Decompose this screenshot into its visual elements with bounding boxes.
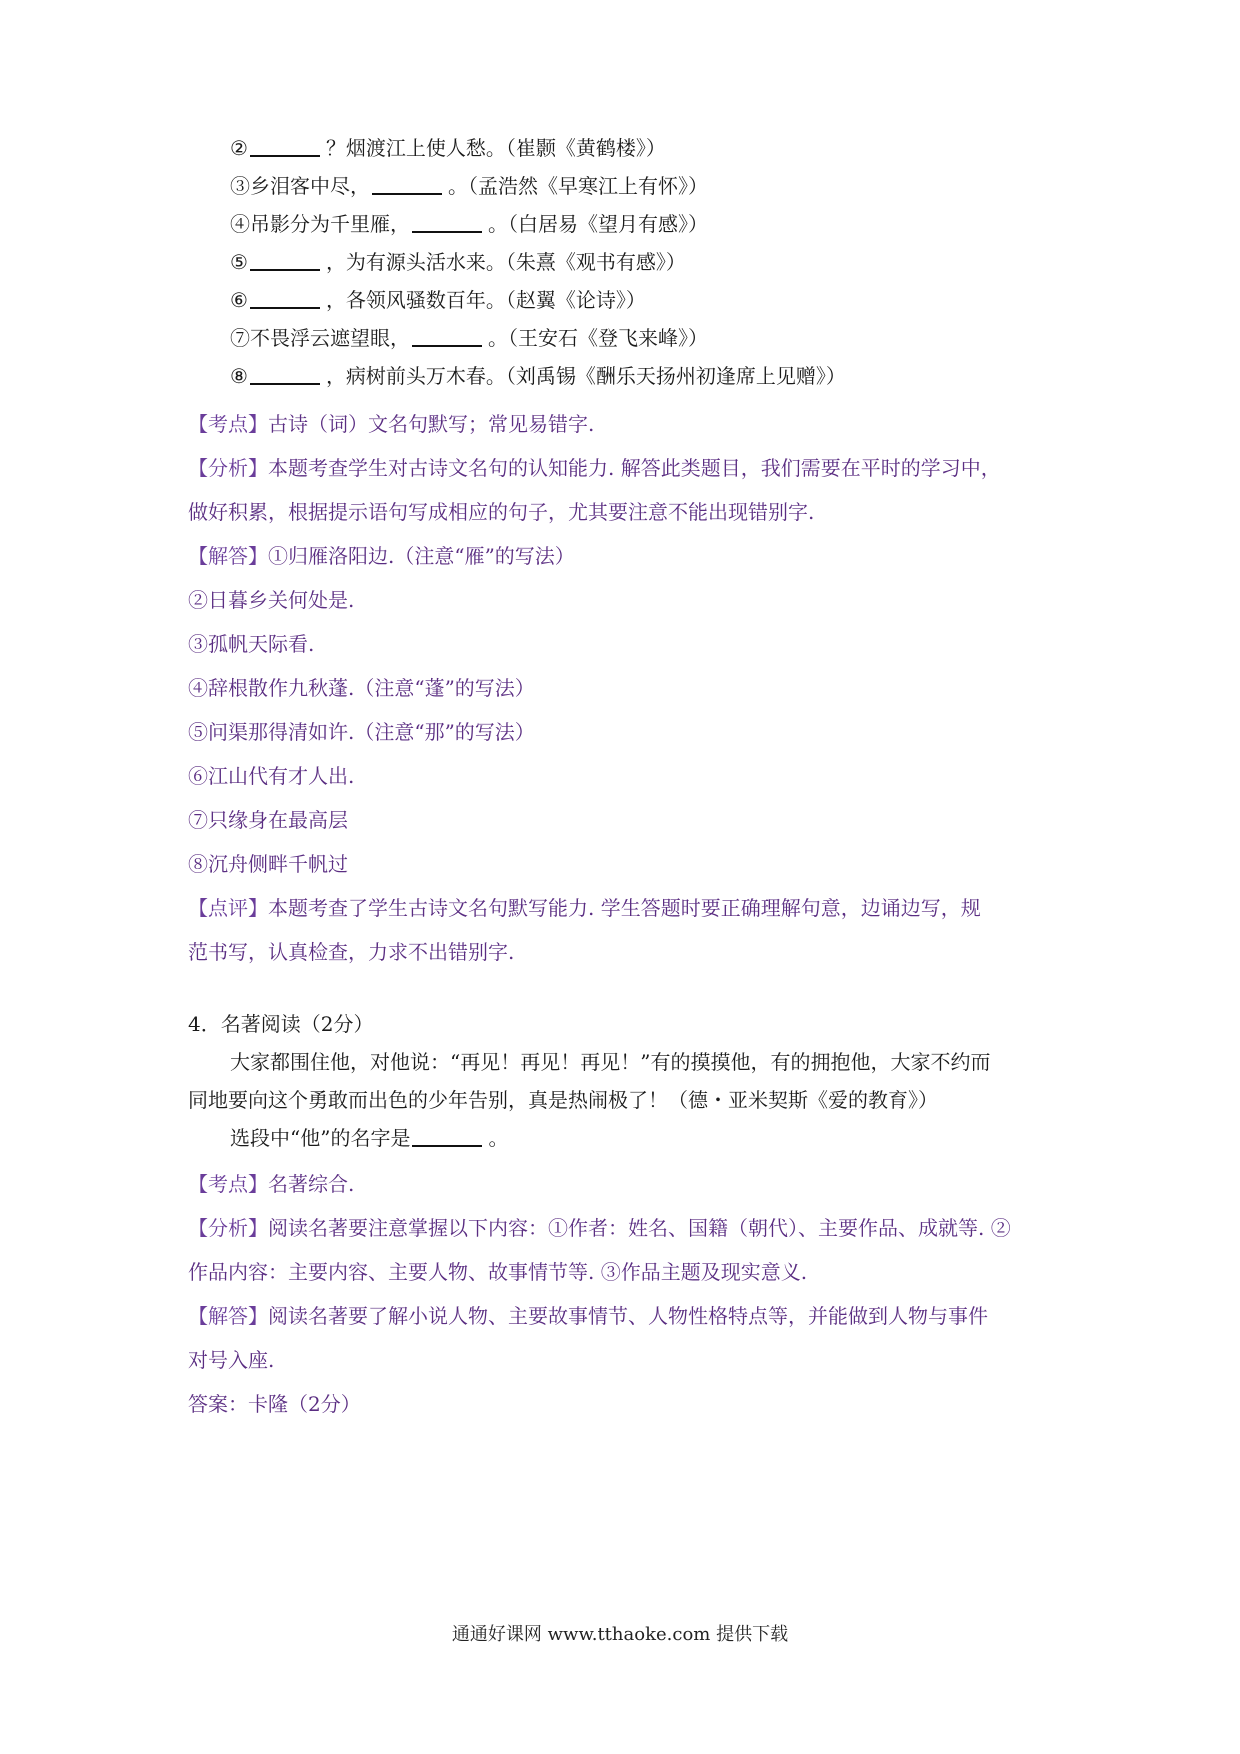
answer-blank bbox=[412, 325, 482, 347]
dianping-1-line-2: 范书写，认真检查，力求不出错别字. bbox=[188, 940, 515, 964]
q4-para-line-2: 同地要向这个勇敢而出色的少年告别，真是热闹极了！（德・亚米契斯《爱的教育》） bbox=[188, 1088, 938, 1112]
answer-line: 答案：卡隆（2分） bbox=[188, 1392, 361, 1416]
jieda-1-item: ⑤问渠那得清如许.（注意“那”的写法） bbox=[188, 720, 535, 744]
jieda-1-line-1: 【解答】①归雁洛阳边.（注意“雁”的写法） bbox=[188, 544, 575, 568]
q3-line-5: ⑤ ，为有源头活水来。（朱熹《观书有感》） bbox=[230, 250, 686, 274]
q4-para-line-1: 大家都围住他，对他说：“再见！再见！再见！”有的摸摸他，有的拥抱他，大家不约而 bbox=[230, 1050, 991, 1074]
jieda-1-item: ④辞根散作九秋蓬.（注意“蓬”的写法） bbox=[188, 676, 535, 700]
q3-line-2: ② ？烟渡江上使人愁。（崔颢《黄鹤楼》） bbox=[230, 136, 666, 160]
answer-blank bbox=[412, 211, 482, 233]
fenxi-2-line-2: 作品内容：主要内容、主要人物、故事情节等. ③作品主题及现实意义. bbox=[188, 1260, 808, 1284]
fenxi-2-line-1: 【分析】阅读名著要注意掌握以下内容：①作者：姓名、国籍（朝代）、主要作品、成就等. ② bbox=[188, 1216, 1011, 1240]
answer-blank bbox=[412, 1125, 482, 1147]
answer-blank bbox=[372, 173, 442, 195]
jieda-1-item: ②日暮乡关何处是. bbox=[188, 588, 355, 612]
fenxi-1-line-1: 【分析】本题考查学生对古诗文名句的认知能力. 解答此类题目，我们需要在平时的学习中， bbox=[188, 456, 1001, 480]
page-footer: 通通好课网 www.tthaoke.com 提供下载 bbox=[451, 1624, 789, 1645]
q3-line-6: ⑥ ，各领风骚数百年。（赵翼《论诗》） bbox=[230, 288, 646, 312]
jieda-2-line-1: 【解答】阅读名著要了解小说人物、主要故事情节、人物性格特点等，并能做到人物与事件 bbox=[188, 1304, 988, 1328]
kaodian-1: 【考点】古诗（词）文名句默写；常见易错字. bbox=[188, 412, 595, 436]
q3-line-4: ④吊影分为千里雁， 。（白居易《望月有感》） bbox=[230, 212, 708, 236]
answer-blank bbox=[250, 135, 320, 157]
jieda-1-item: ⑦只缘身在最高层 bbox=[188, 808, 348, 832]
jieda-1-item: ③孤帆天际看. bbox=[188, 632, 315, 656]
jieda-1-item: ⑥江山代有才人出. bbox=[188, 764, 355, 788]
kaodian-2: 【考点】名著综合. bbox=[188, 1172, 355, 1196]
q3-num: ② bbox=[230, 136, 248, 160]
fenxi-1-line-2: 做好积累，根据提示语句写成相应的句子，尤其要注意不能出现错别字. bbox=[188, 500, 815, 524]
answer-blank bbox=[250, 249, 320, 271]
q4-title: 4．名著阅读（2分） bbox=[188, 1012, 374, 1036]
q4-prompt: 选段中“他”的名字是 。 bbox=[230, 1126, 509, 1150]
answer-blank bbox=[250, 363, 320, 385]
q3-line-3: ③乡泪客中尽， 。（孟浩然《早寒江上有怀》） bbox=[230, 174, 708, 198]
jieda-2-line-2: 对号入座. bbox=[188, 1348, 275, 1372]
dianping-1-line-1: 【点评】本题考查了学生古诗文名句默写能力. 学生答题时要正确理解句意，边诵边写，规 bbox=[188, 896, 981, 920]
answer-blank bbox=[250, 287, 320, 309]
q3-line-8: ⑧ ，病树前头万木春。（刘禹锡《酬乐天扬州初逢席上见赠》） bbox=[230, 364, 846, 388]
q3-line-7: ⑦不畏浮云遮望眼， 。（王安石《登飞来峰》） bbox=[230, 326, 708, 350]
jieda-1-item: ⑧沉舟侧畔千帆过 bbox=[188, 852, 348, 876]
